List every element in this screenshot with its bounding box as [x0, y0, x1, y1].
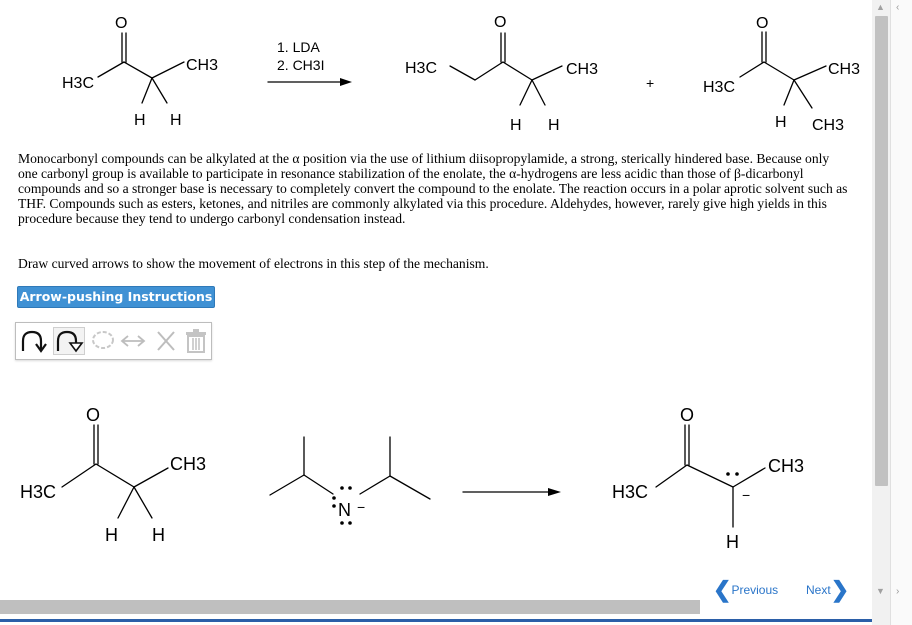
product2-ch3-bottom: CH3: [812, 117, 845, 134]
product1-h-right: H: [548, 117, 560, 134]
product1-ch3: CH3: [566, 61, 599, 78]
next-label: Next: [806, 583, 831, 597]
lda-charge: −: [357, 499, 366, 515]
product2-h3c: H3C: [703, 79, 736, 96]
product1-h3c: H3C: [405, 60, 438, 77]
move-arrows-icon[interactable]: [117, 327, 149, 355]
mech-reactant-h3c: H3C: [20, 482, 57, 502]
product1-oxygen: O: [494, 14, 507, 31]
reactant-h-right: H: [170, 112, 182, 129]
scroll-down-icon[interactable]: ▼: [876, 586, 885, 596]
enolate-lone-pair: [726, 472, 739, 476]
reagent-step1: 1. LDA: [277, 39, 320, 55]
trash-icon[interactable]: [183, 327, 209, 355]
outer-scroll-up-icon[interactable]: ‹: [896, 2, 900, 13]
enolate-h3c: H3C: [612, 482, 649, 502]
reactant-ch3: CH3: [186, 57, 219, 74]
reactant-oxygen: O: [115, 15, 128, 32]
double-barb-arrow-icon[interactable]: [53, 327, 85, 355]
plus-sign: +: [646, 75, 655, 91]
enolate-oxygen: O: [680, 405, 695, 425]
enolate-skeleton: [656, 425, 765, 527]
lda-nitrogen: N: [338, 500, 351, 520]
previous-button[interactable]: [713, 577, 779, 602]
single-barb-arrow-icon[interactable]: [19, 327, 49, 355]
arrow-pushing-instructions-button[interactable]: Arrow-pushing Instructions: [17, 286, 215, 308]
lasso-select-icon[interactable]: [89, 327, 117, 355]
product2-h: H: [775, 114, 787, 131]
delete-x-icon[interactable]: [152, 327, 180, 355]
product1-skeleton: [450, 33, 562, 105]
next-button[interactable]: [806, 577, 850, 602]
mechanism-arrow: [463, 488, 561, 496]
mech-reactant-h-right: H: [152, 525, 165, 545]
mech-reactant-ch3: CH3: [170, 454, 207, 474]
enolate-charge: −: [742, 487, 751, 503]
mech-reactant-h-left: H: [105, 525, 118, 545]
reactant-h-left: H: [134, 112, 146, 129]
reactant-skeleton: [98, 33, 184, 103]
product2-oxygen: O: [756, 15, 769, 32]
arrow-toolbar: [15, 322, 212, 360]
scroll-up-icon[interactable]: ▲: [876, 2, 885, 12]
vertical-scrollbar-thumb[interactable]: [875, 16, 888, 486]
product1-h-left: H: [510, 117, 522, 134]
chevron-right-icon: ❯: [830, 577, 850, 602]
reactant-h3c: H3C: [62, 75, 95, 92]
reagent-step2: 2. CH3I: [277, 57, 325, 73]
reagent-arrow: [268, 78, 352, 86]
instruction-text: Draw curved arrows to show the movement of electrons in this step of the mechanism.: [18, 256, 489, 271]
enolate-ch3: CH3: [768, 456, 805, 476]
bottom-accent-bar: [0, 619, 872, 622]
problem-paragraph: Monocarbonyl compounds can be alkylated at the α position via the use of lithium diisopropylamide, a strong, sterically hindered base. Because only one carbonyl group is available to participate in resonance stabilization of the enolate, the α-hydrogens are less acidic than those of β-dicarbonyl compounds and so a stronger base is necessary to completely convert the compound to the enolate. The reaction occurs in a polar aprotic solvent such as THF. Compounds such as esters, ketones, and nitriles are commonly alkylated via this procedure. Aldehydes, however, rarely give high yields in this procedure because they tend to undergo carbonyl condensation instead.: [18, 151, 848, 226]
mech-reactant-skeleton: [62, 425, 168, 518]
previous-label: Previous: [731, 583, 779, 597]
enolate-h: H: [726, 532, 739, 552]
product2-skeleton: [740, 32, 826, 108]
product2-ch3-top: CH3: [828, 61, 861, 78]
horizontal-scrollbar-thumb[interactable]: [0, 600, 700, 614]
mech-reactant-oxygen: O: [86, 405, 101, 425]
outer-scroll-gutter[interactable]: [890, 0, 912, 625]
outer-scroll-down-icon[interactable]: ›: [896, 586, 900, 597]
chevron-left-icon: ❮: [713, 577, 732, 602]
